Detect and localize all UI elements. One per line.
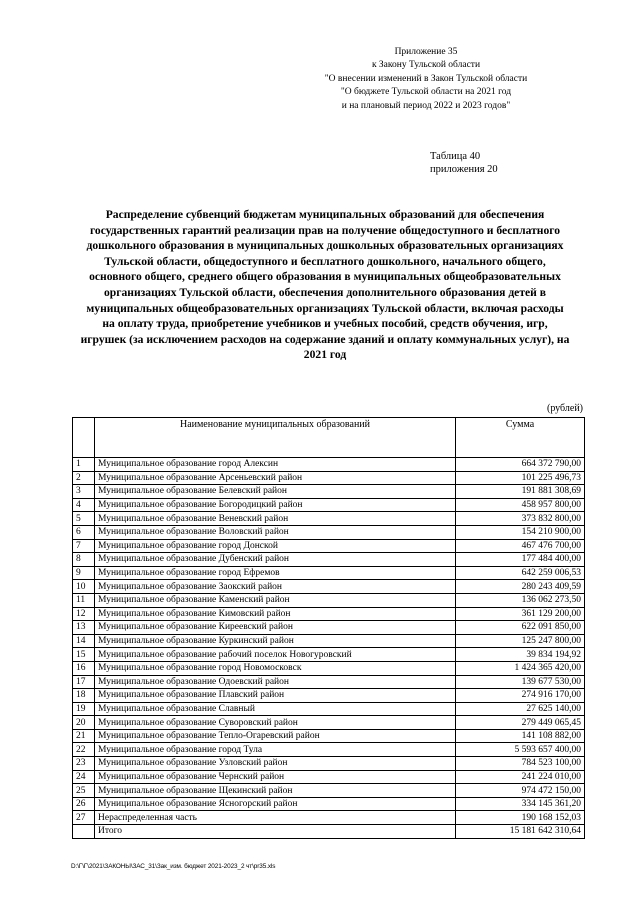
row-number: [73, 825, 95, 839]
row-name: Муниципальное образование Воловский район: [95, 525, 456, 539]
row-number: 10: [73, 580, 95, 594]
row-number: 19: [73, 702, 95, 716]
row-sum: 361 129 200,00: [456, 607, 585, 621]
row-name: Муниципальное образование Щекинский район: [95, 784, 456, 798]
appendix-line: "О внесении изменений в Закон Тульской области: [324, 73, 528, 84]
row-sum: 784 523 100,00: [456, 757, 585, 771]
table-row: [73, 648, 585, 662]
row-name: Муниципальное образование Богородицкий район: [95, 498, 456, 512]
row-sum: 334 145 361,20: [456, 797, 585, 811]
table-row: [73, 729, 585, 743]
row-number: 26: [73, 797, 95, 811]
row-sum: 141 108 882,00: [456, 729, 585, 743]
row-sum: 177 484 400,00: [456, 553, 585, 567]
row-sum: 101 225 496,73: [456, 471, 585, 485]
row-number: 18: [73, 689, 95, 703]
table-row: [73, 593, 585, 607]
row-number: 21: [73, 729, 95, 743]
row-sum: 139 677 530,00: [456, 675, 585, 689]
row-name: Нераспределенная часть: [95, 811, 456, 825]
row-name: Муниципальное образование Одоевский район: [95, 675, 456, 689]
table-row: [73, 566, 585, 580]
row-sum: 974 472 150,00: [456, 784, 585, 798]
table-header-row: [73, 418, 585, 458]
row-number: 23: [73, 757, 95, 771]
row-sum: 5 593 657 400,00: [456, 743, 585, 757]
row-name: Муниципальное образование Славный: [95, 702, 456, 716]
table-row: [73, 485, 585, 499]
row-number: 11: [73, 593, 95, 607]
appendix-header: [296, 46, 556, 113]
row-name: Муниципальное образование город Алексин: [95, 458, 456, 472]
table-row: [73, 498, 585, 512]
header-name: Наименование муниципальных образований: [95, 418, 456, 458]
table-row: [73, 716, 585, 730]
row-number: 16: [73, 661, 95, 675]
subventions-table: [72, 417, 585, 839]
row-sum: 458 957 800,00: [456, 498, 585, 512]
row-sum: 27 625 140,00: [456, 702, 585, 716]
file-path: D:\Г\Г\2021\ЗАКОНЫ\ЗАС_31\Зак_изм. бюджет 2021-2023_2 чт\pr35.xls: [71, 863, 276, 870]
row-name: Муниципальное образование город Новомосковск: [95, 661, 456, 675]
row-sum: 190 168 152,03: [456, 811, 585, 825]
table-body: [73, 458, 585, 839]
row-sum: 39 834 194,92: [456, 648, 585, 662]
table-row: [73, 702, 585, 716]
row-number: 7: [73, 539, 95, 553]
row-number: 1: [73, 458, 95, 472]
row-number: 24: [73, 770, 95, 784]
table-row: [73, 525, 585, 539]
row-sum: 125 247 800,00: [456, 634, 585, 648]
row-number: 25: [73, 784, 95, 798]
row-name: Муниципальное образование Кимовский район: [95, 607, 456, 621]
table-row: [73, 797, 585, 811]
appendix-line: Приложение 35: [394, 47, 458, 57]
row-name: Итого: [95, 825, 456, 839]
row-name: Муниципальное образование Тепло-Огаревский район: [95, 729, 456, 743]
row-number: 9: [73, 566, 95, 580]
row-number: 4: [73, 498, 95, 512]
table-row: [73, 607, 585, 621]
row-sum: 642 259 006,53: [456, 566, 585, 580]
table-row: [73, 512, 585, 526]
row-name: Муниципальное образование Дубенский район: [95, 553, 456, 567]
appendix-line: и на плановый период 2022 и 2023 годов": [341, 100, 511, 111]
table-row: [73, 770, 585, 784]
row-name: Муниципальное образование Куркинский район: [95, 634, 456, 648]
row-name: Муниципальное образование Суворовский район: [95, 716, 456, 730]
row-number: 13: [73, 621, 95, 635]
row-sum: 279 449 065,45: [456, 716, 585, 730]
row-sum: 136 062 273,50: [456, 593, 585, 607]
header-sum: Сумма: [456, 418, 585, 458]
row-name: Муниципальное образование Каменский район: [95, 593, 456, 607]
table-row: [73, 580, 585, 594]
table-row: [73, 675, 585, 689]
table-row: [73, 553, 585, 567]
row-name: Муниципальное образование Заокский район: [95, 580, 456, 594]
row-sum: 280 243 409,59: [456, 580, 585, 594]
row-number: 5: [73, 512, 95, 526]
row-number: 3: [73, 485, 95, 499]
row-name: Муниципальное образование Киреевский район: [95, 621, 456, 635]
table-row: [73, 689, 585, 703]
row-name: Муниципальное образование Веневский район: [95, 512, 456, 526]
table-row: [73, 539, 585, 553]
row-number: 6: [73, 525, 95, 539]
row-name: Муниципальное образование Плавский район: [95, 689, 456, 703]
units-label: (рублей): [546, 403, 583, 414]
header-num: [73, 418, 95, 458]
row-sum: 467 476 700,00: [456, 539, 585, 553]
row-name: Муниципальное образование Узловский район: [95, 757, 456, 771]
table-row: [73, 743, 585, 757]
document-title: Распределение субвенций бюджетам муниципальных образований для обеспечения государственных гарантий реализации прав на получение общедоступного и бесплатного дошкольного образования в муниципальных дошкольных образовательных организациях Тульской области, общедоступного и бесплатного дошкольного, начального общего, основного общего, среднего общего образования в муниципальных общеобразовательных организациях Тульской области, обеспечения дополнительного образования детей в муниципальных общеобразовательных организациях Тульской области, включая расходы на оплату труда, приобретение учебников и учебных пособий, средств обучения, игр, игрушек (за исключением расходов на содержание зданий и оплату коммунальных услуг), на 2021 год: [80, 208, 570, 362]
table-row: [73, 471, 585, 485]
row-number: 14: [73, 634, 95, 648]
row-name: Муниципальное образование Чернский район: [95, 770, 456, 784]
row-name: Муниципальное образование рабочий поселок Новогуровский: [95, 648, 456, 662]
row-number: 2: [73, 471, 95, 485]
row-sum: 191 881 308,69: [456, 485, 585, 499]
row-number: 22: [73, 743, 95, 757]
row-name: Муниципальное образование Ясногорский район: [95, 797, 456, 811]
appendix-line: "О бюджете Тульской области на 2021 год: [340, 87, 512, 98]
row-sum: 15 181 642 310,64: [456, 825, 585, 839]
table-row: [73, 621, 585, 635]
row-sum: 274 916 170,00: [456, 689, 585, 703]
table-row: [73, 458, 585, 472]
row-sum: 1 424 365 420,00: [456, 661, 585, 675]
table-row: [73, 757, 585, 771]
table-row: [73, 634, 585, 648]
table-row: [73, 811, 585, 825]
row-name: Муниципальное образование Арсеньевский район: [95, 471, 456, 485]
row-sum: 154 210 900,00: [456, 525, 585, 539]
row-name: Муниципальное образование город Донской: [95, 539, 456, 553]
row-number: 15: [73, 648, 95, 662]
row-number: 8: [73, 553, 95, 567]
row-name: Муниципальное образование город Тула: [95, 743, 456, 757]
row-sum: 622 091 850,00: [456, 621, 585, 635]
row-number: 20: [73, 716, 95, 730]
appendix-line: к Закону Тульской области: [371, 60, 481, 71]
table-ref-line: Таблица 40: [430, 151, 481, 162]
table-ref-line: приложения 20: [430, 164, 498, 176]
table-reference: [430, 150, 498, 177]
row-sum: 664 372 790,00: [456, 458, 585, 472]
row-sum: 241 224 010,00: [456, 770, 585, 784]
row-number: 27: [73, 811, 95, 825]
row-name: Муниципальное образование Белевский район: [95, 485, 456, 499]
row-number: 12: [73, 607, 95, 621]
row-name: Муниципальное образование город Ефремов: [95, 566, 456, 580]
row-sum: 373 832 800,00: [456, 512, 585, 526]
table-row: [73, 784, 585, 798]
table-row: [73, 825, 585, 839]
row-number: 17: [73, 675, 95, 689]
table-row: [73, 661, 585, 675]
